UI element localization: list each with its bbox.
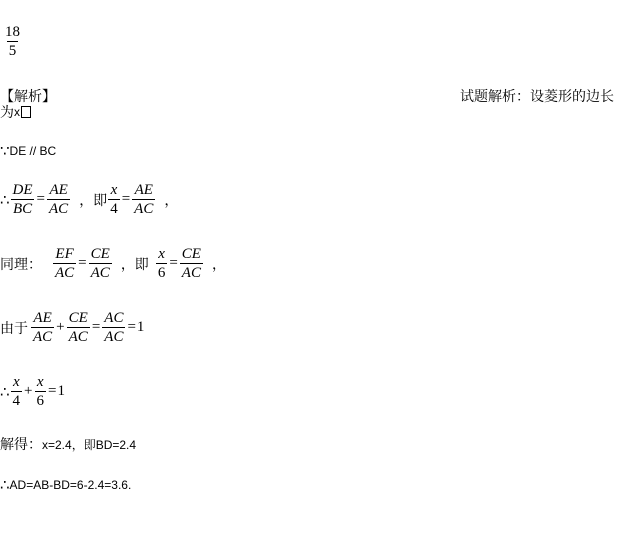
eq1-f4-num: AE [134,182,153,198]
eq4-fraction-1 [11,374,23,409]
side-length-line [0,102,31,122]
eq4-f1-num: x [12,374,20,390]
solve-label: 解得： [0,437,42,453]
side-variable: x [14,105,20,119]
plus-sign: + [56,319,65,335]
eq3-fraction-3 [102,310,125,345]
eq1-fraction-3 [108,182,120,217]
equals-sign: = [91,319,101,335]
eq2-fraction-4 [180,246,203,281]
eq2-fraction-3 [156,246,168,281]
equals-sign: = [48,383,57,399]
equation-4 [0,374,65,409]
answer-fraction [2,24,23,59]
eq4-f2-num: x [36,374,44,390]
equals-sign: = [127,319,136,335]
therefore-symbol-1: ∴ [0,190,10,209]
plus-sign: + [24,383,33,399]
final-line [0,476,131,494]
eq3-label: 由于 [0,320,28,337]
eq2-connector: ，即 [120,256,149,273]
eq1-fraction-2 [47,182,70,217]
equals-sign: = [78,255,87,271]
eq3-f3-num: AC [104,310,124,326]
eq4-fraction-2 [35,374,47,409]
eq1-f3-num: x [110,182,118,198]
answer-numerator: 18 [5,24,20,40]
eq4-rhs: 1 [57,383,65,399]
solve-line [0,434,136,454]
eq1-f3-den: 4 [110,201,118,217]
eq4-f1-den: 4 [12,393,21,409]
equals-sign: = [36,191,46,207]
eq2-fraction-2 [89,246,112,281]
eq2-f3-den: 6 [157,265,166,281]
missing-glyph-box-icon [21,106,31,118]
eq2-fraction-1 [53,246,76,281]
eq1-f2-den: AC [49,201,69,217]
equation-1 [0,182,178,217]
eq2-f2-num: CE [90,246,110,262]
because-symbol: ∵ [0,142,10,160]
eq3-fraction-2 [67,310,90,345]
parallel-statement: DE // BC [9,144,57,158]
answer-denominator: 5 [8,43,17,59]
eq1-fraction-1 [11,182,35,217]
equation-3 [0,310,144,345]
equation-2 [0,246,226,281]
eq1-fraction-4 [132,182,155,217]
therefore-symbol-3: ∴ [0,476,10,494]
analysis-intro-text: 试题解析：设菱形的边长 [460,89,614,105]
eq2-f4-num: CE [181,246,201,262]
eq2-f4-den: AC [181,265,201,281]
eq2-f3-num: x [158,246,165,262]
equals-sign: = [121,191,131,207]
eq3-f3-den: AC [104,329,124,345]
eq2-f1-num: EF [55,246,74,262]
parallel-line [0,142,56,160]
eq3-f2-num: CE [68,310,88,326]
eq1-f4-den: AC [134,201,154,217]
eq1-connector: ，即 [79,192,108,209]
eq3-fraction-1 [31,310,54,345]
final-value: AD=AB-BD=6-2.4=3.6. [9,478,132,492]
eq3-f2-den: AC [68,329,88,345]
eq3-rhs: 1 [136,319,145,335]
eq1-end: ， [164,192,179,209]
eq3-f1-num: AE [33,310,52,326]
eq1-f2-num: AE [49,182,68,198]
equals-sign: = [169,255,178,271]
eq1-f1-num: DE [12,182,33,198]
eq2-f2-den: AC [90,265,110,281]
therefore-symbol-2: ∴ [0,382,10,401]
side-prefix: 为 [0,105,14,121]
eq2-end: ， [211,256,226,273]
eq2-label: 同理： [0,256,42,273]
eq1-f1-den: BC [12,201,33,217]
eq2-f1-den: AC [55,265,75,281]
solve-value: x=2.4，即BD=2.4 [42,437,137,452]
eq3-f1-den: AC [33,329,53,345]
eq4-f2-den: 6 [36,393,45,409]
analysis-label: 【解析】 [0,89,56,105]
